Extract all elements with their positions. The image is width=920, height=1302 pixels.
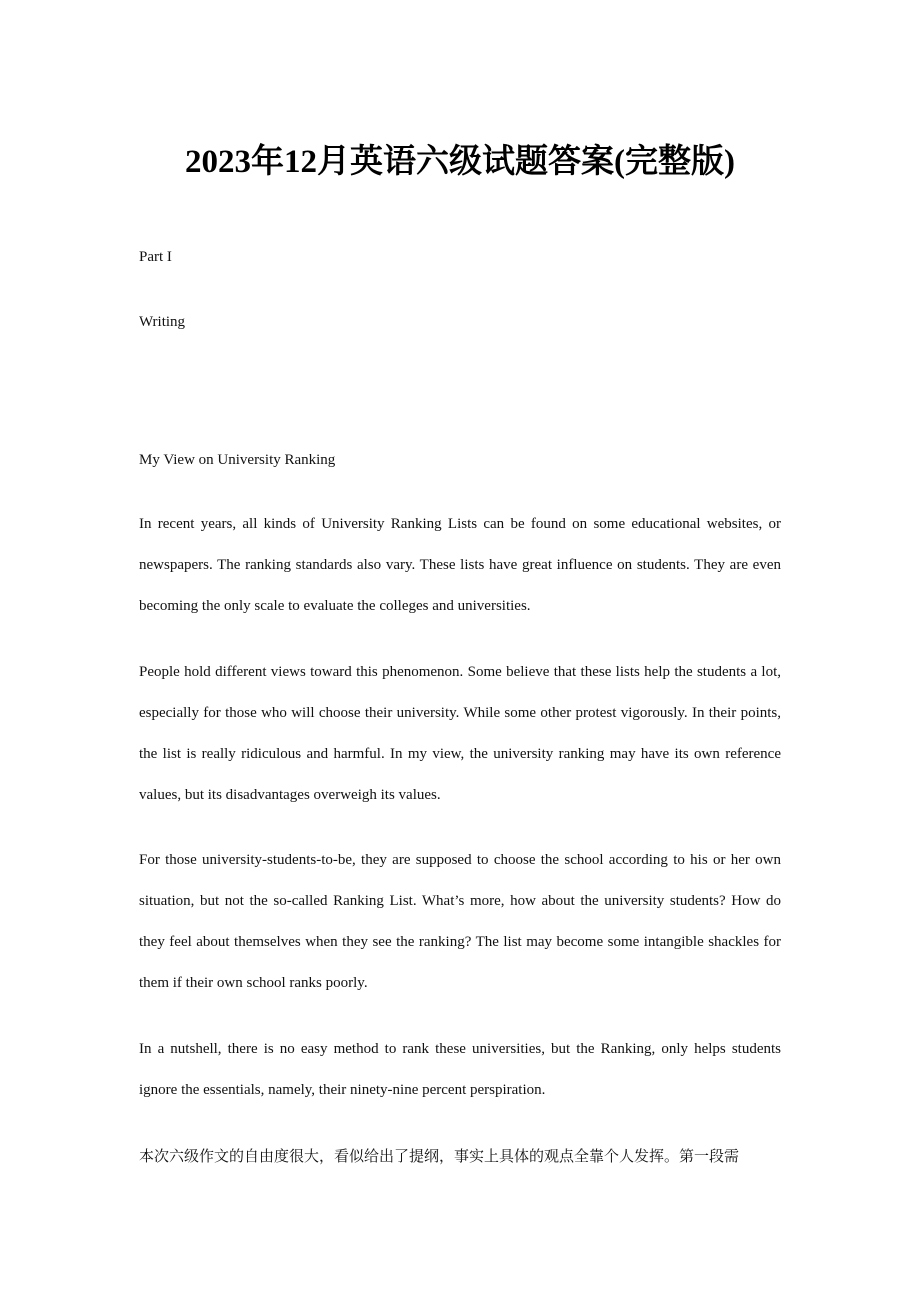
document-title: 2023年12月英语六级试题答案(完整版) [185, 144, 735, 180]
essay-paragraph-1: In recent years, all kinds of University Ranking Lists can be found on some educational websites, or newspapers. The ranking standards also vary. These lists have great influence on students. They are even becoming the only scale to evaluate the colleges and universities. [139, 516, 781, 614]
essay-paragraph-2: People hold different views toward this phenomenon. Some believe that these lists help the students a lot, especially for those who will choose their university. While some other protest vigorously. In their points, the list is really ridiculous and harmful. In my view, the university ranking may have its own reference values, but its disadvantages overweigh its values. [139, 664, 781, 803]
essay-paragraph-4: In a nutshell, there is no easy method to rank these universities, but the Ranking, only helps students ignore the essentials, namely, their ninety-nine percent perspiration. [139, 1041, 781, 1098]
commentary-paragraph: 本次六级作文的自由度很大，看似给出了提纲，事实上具体的观点全靠个人发挥。第一段需 [139, 1149, 740, 1165]
section-label: Writing [139, 314, 186, 330]
essay-paragraph-3: For those university-students-to-be, they are supposed to choose the school according to his or her own situation, but not the so-called Ranking List. What’s more, how about the university students? How do they feel about themselves when they see the ranking? The list may become some intangible shackles for them if their own school ranks poorly. [139, 852, 781, 991]
essay-title: My View on University Ranking [139, 452, 336, 468]
part-label: Part I [139, 249, 172, 265]
